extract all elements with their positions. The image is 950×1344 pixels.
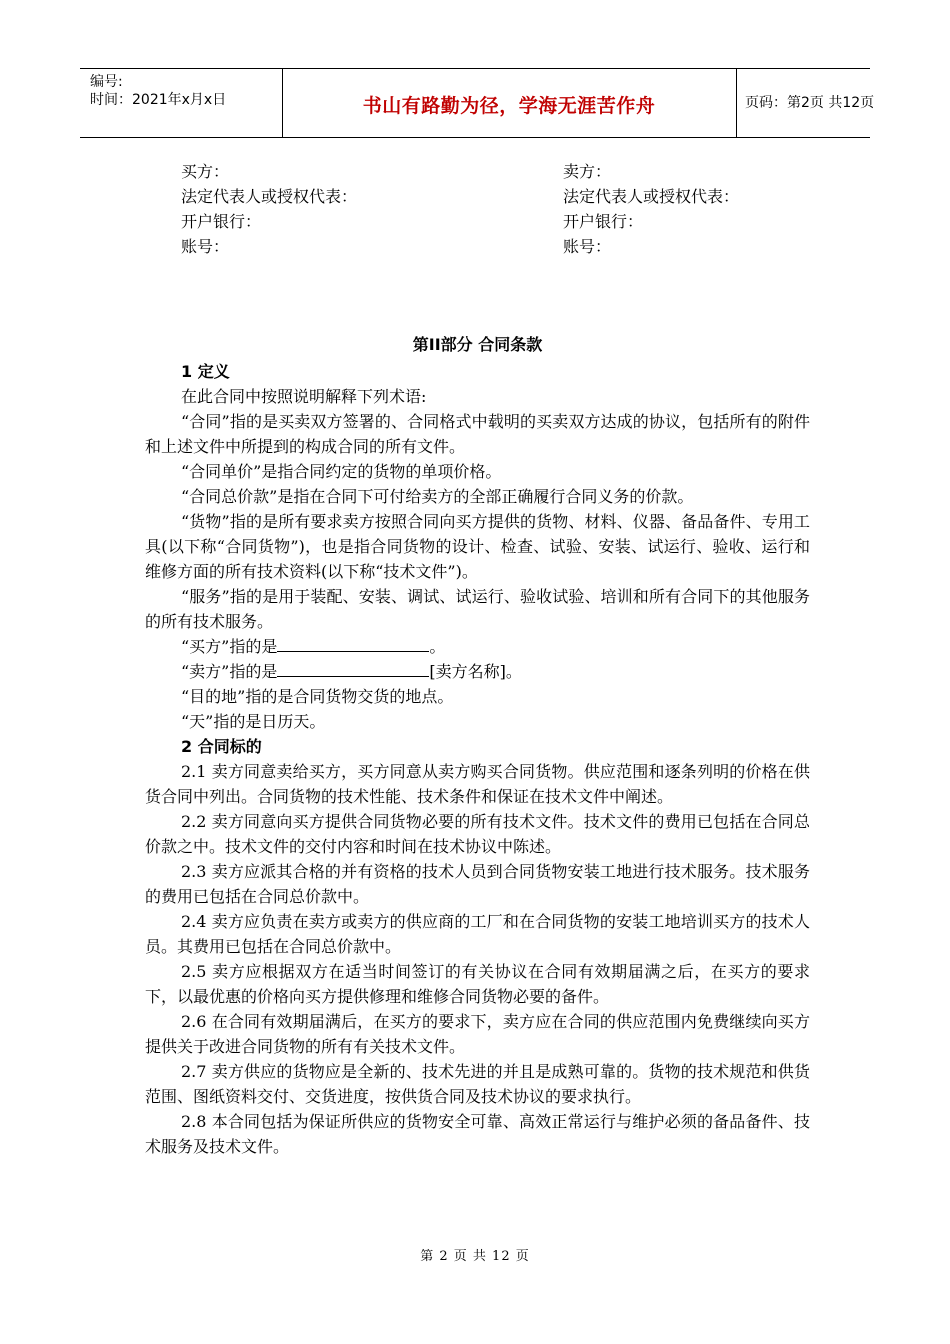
- page-footer: 第 2 页 共 12 页: [420, 1249, 530, 1264]
- definition-day: “天”指的是日历天。: [181, 712, 326, 731]
- contract-terms: [145, 331, 810, 1159]
- buyer-representative-line: 法定代表人或授权代表：: [181, 187, 358, 206]
- buyer-bank-line: 开户银行：: [181, 212, 262, 231]
- header-left-cell: [80, 69, 283, 137]
- clause-2-4: 2.4 卖方应负责在卖方或卖方的供应商的工厂和在合同货物的安装工地培训买方的技术人员。其费用已包括在合同总价款中。: [145, 912, 810, 956]
- buyer-block: [181, 159, 357, 259]
- definition-seller-end: [卖方名称]。: [429, 662, 522, 681]
- buyer-account-line: 账号：: [181, 237, 230, 256]
- buyer-name-line: 买方：: [181, 162, 230, 181]
- header-motto-cell: [282, 69, 737, 137]
- definition-unit-price: “合同单价”是指合同约定的货物的单项价格。: [181, 462, 502, 481]
- clause-2-1: 2.1 卖方同意卖给买方，买方同意从卖方购买合同货物。供应范围和逐条列明的价格在供货合同中列出。合同货物的技术性能、技术条件和保证在技术文件中阐述。: [145, 762, 810, 806]
- seller-account-line: 账号：: [563, 237, 612, 256]
- definition-contract: “合同”指的是买卖双方签署的、合同格式中载明的买卖双方达成的协议，包括所有的附件和上述文件中所提到的构成合同的所有文件。: [145, 412, 810, 456]
- definition-destination: “目的地”指的是合同货物交货的地点。: [181, 687, 454, 706]
- seller-representative-line: 法定代表人或授权代表：: [563, 187, 740, 206]
- seller-name-line: 卖方：: [563, 162, 612, 181]
- header-right-cell: [737, 69, 875, 137]
- header-motto: 书山有路勤为径，学海无涯苦作舟: [362, 95, 656, 117]
- definition-buyer-end: 。: [429, 637, 446, 656]
- section-title: 第II部分 合同条款: [412, 335, 543, 354]
- definition-goods: “货物”指的是所有要求卖方按照合同向买方提供的货物、材料、仪器、备品备件、专用工具(以下称“合同货物”)，也是指合同货物的设计、检查、试验、安装、试运行、验收、运行和维修方面的所有技术资料(以下称“技术文件”)。: [145, 512, 810, 581]
- definition-seller: [145, 659, 810, 684]
- time-label: 时间：2021年x月x日: [90, 92, 227, 108]
- buyer-name-blank: [277, 634, 429, 652]
- clause-2-6: 2.6 在合同有效期届满后，在买方的要求下，卖方应在合同的供应范围内免费继续向买方提供关于改进合同货物的所有有关技术文件。: [145, 1012, 810, 1056]
- clause-2-3: 2.3 卖方应派其合格的并有资格的技术人员到合同货物安装工地进行技术服务。技术服务的费用已包括在合同总价款中。: [145, 862, 810, 906]
- clause-2-2: 2.2 卖方同意向买方提供合同货物必要的所有技术文件。技术文件的费用已包括在合同总价款之中。技术文件的交付内容和时间在技术协议中陈述。: [145, 812, 810, 856]
- clause-2-5: 2.5 卖方应根据双方在适当时间签订的有关协议在合同有效期届满之后，在买方的要求下，以最优惠的价格向买方提供修理和维修合同货物必要的备件。: [145, 962, 810, 1006]
- heading-definitions: 1 定义: [181, 362, 230, 381]
- page-code: 页码：第2页 共12页: [745, 95, 875, 111]
- clause-2-8: 2.8 本合同包括为保证所供应的货物安全可靠、高效正常运行与维护必须的备品备件、技术服务及技术文件。: [145, 1112, 810, 1156]
- seller-name-blank: [277, 659, 429, 677]
- seller-block: [563, 159, 739, 259]
- seller-bank-line: 开户银行：: [563, 212, 644, 231]
- definition-service: “服务”指的是用于装配、安装、调试、试运行、验收试验、培训和所有合同下的其他服务的所有技术服务。: [145, 587, 810, 631]
- definition-buyer: [145, 634, 810, 659]
- number-label: 编号:: [90, 74, 123, 90]
- definition-buyer-label: “买方”指的是: [181, 637, 278, 656]
- definition-seller-label: “卖方”指的是: [181, 662, 278, 681]
- clause-2-7: 2.7 卖方供应的货物应是全新的、技术先进的并且是成熟可靠的。货物的技术规范和供货范围、图纸资料交付、交货进度，按供货合同及技术协议的要求执行。: [145, 1062, 810, 1106]
- page-header: [80, 68, 875, 138]
- definition-total-price: “合同总价款”是指在合同下可付给卖方的全部正确履行合同义务的价款。: [181, 487, 694, 506]
- definitions-intro: 在此合同中按照说明解释下列术语:: [181, 387, 427, 406]
- heading-contract-subject: 2 合同标的: [181, 737, 262, 756]
